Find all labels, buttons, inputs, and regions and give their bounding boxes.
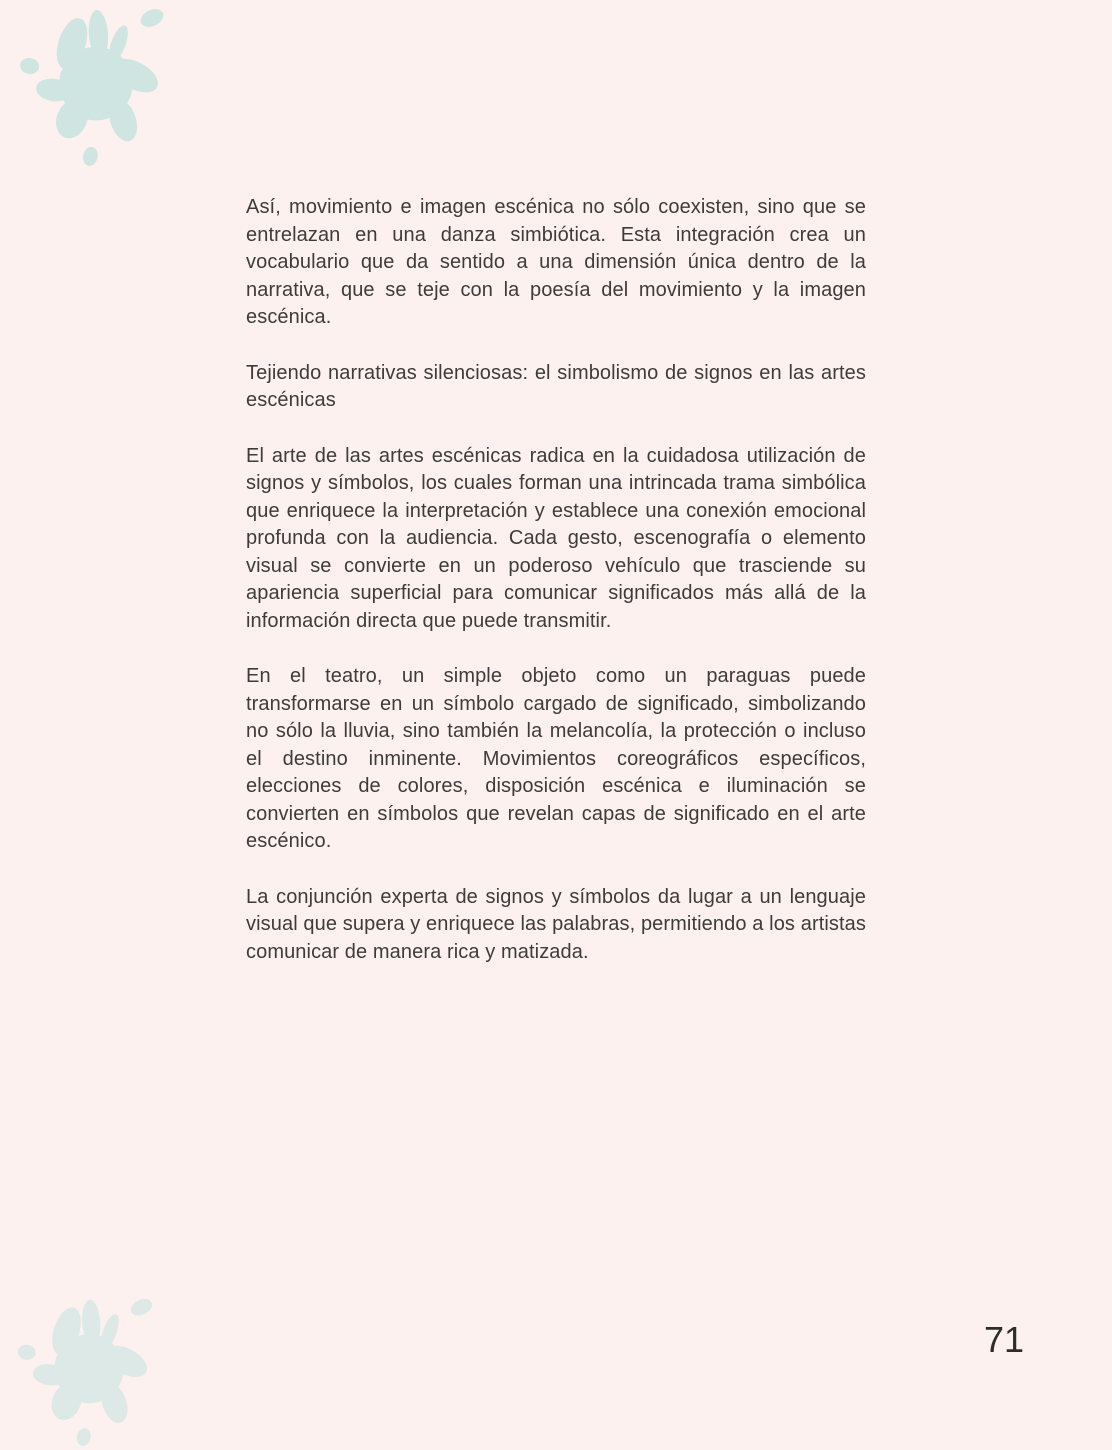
page-number: 71 [983, 1319, 1024, 1360]
paragraph: El arte de las artes escénicas radica en la cuidadosa utilización de signos y símbolos, los cuales forman una intrincada trama simbólica que enriquece la interpretación y establece una conexión emocional profunda con la audiencia. Cada gesto, escenografía o elemento visual se convierte en un poderoso vehículo que trasciende su apariencia superficial para comunicar significados más allá de la información directa que puede transmitir. [246, 444, 866, 632]
section-heading: Tejiendo narrativas silenciosas: el simbolismo de signos en las artes escénicas [246, 361, 866, 411]
paragraph: En el teatro, un simple objeto como un paraguas puede transformarse en un símbolo cargado de significado, simbolizando no sólo la lluvia, sino también la melancolía, la protección o incluso el destino inminente. Movimientos coreográficos específicos, elecciones de colores, disposición escénica e iluminación se convierten en símbolos que revelan capas de significado en el arte escénico. [246, 665, 866, 852]
ink-splat-icon [14, 1292, 164, 1450]
body-text [246, 194, 866, 994]
ink-splat-icon [16, 2, 176, 170]
paragraph: Así, movimiento e imagen escénica no sólo coexisten, sino que se entrelazan en una danza simbiótica. Esta integración crea un vocabulario que da sentido a una dimensión única dentro de la narrativa, que se teje con la poesía del movimiento y la imagen escénica. [246, 196, 866, 328]
paragraph: La conjunción experta de signos y símbolos da lugar a un lenguaje visual que supera y enriquece las palabras, permitiendo a los artistas comunicar de manera rica y matizada. [246, 885, 866, 963]
